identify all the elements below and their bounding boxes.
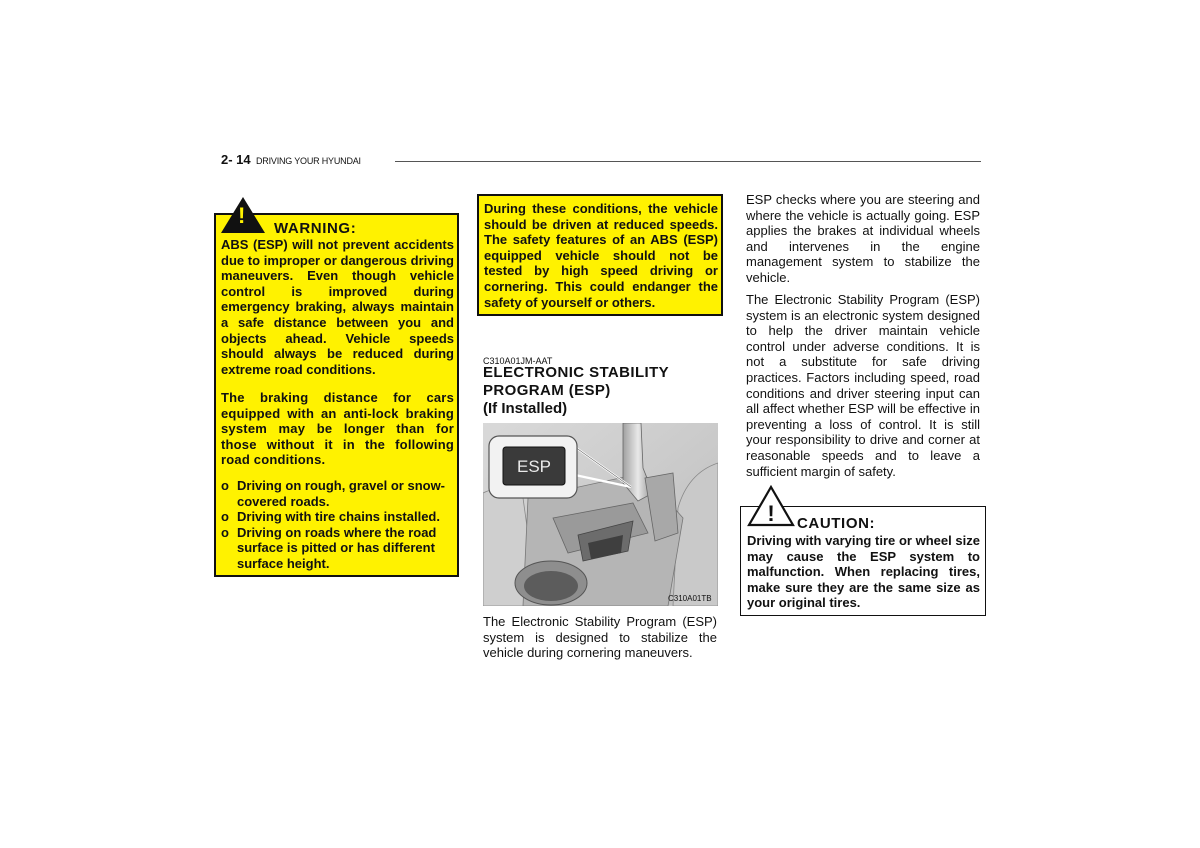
image-code: C310A01TB	[668, 594, 712, 603]
esp-paragraph-2: The Electronic Stability Program (ESP) system is an electronic system designed to help the driver maintain vehicle control under adverse conditions. It is not a substitute for safe driving practices. Factors including speed, road conditions and driver steering input can all affect whether ESP will be effective in preventing a loss of control. It is still your responsibility to drive and corner at reasonable speeds and to leave a sufficient margin of safety.	[746, 292, 980, 479]
header-rule	[395, 161, 981, 162]
list-item: o Driving on roads where the road surface is pitted or has different surface height.	[221, 525, 454, 572]
list-item: o Driving on rough, gravel or snow-covered roads.	[221, 478, 454, 509]
warning-triangle-icon	[221, 197, 265, 233]
warning-box	[214, 203, 459, 577]
heading-line-2: PROGRAM (ESP)	[483, 382, 611, 399]
warning-symbol: !	[238, 203, 246, 228]
page-number: 2- 14	[221, 152, 251, 167]
caution-symbol: !	[767, 501, 775, 526]
notice-text: During these conditions, the vehicle should be driven at reduced speeds. The safety features of an ABS (ESP) equipped vehicle should not be tested by high speed driving or cornering. This could endanger the safety of yourself or others.	[484, 201, 718, 310]
caution-triangle-icon	[747, 485, 795, 527]
esp-caption: The Electronic Stability Program (ESP) system is designed to stabilize the vehicle during cornering maneuvers.	[483, 614, 717, 661]
reduced-speed-notice	[477, 194, 723, 316]
warning-condition-list	[221, 478, 454, 572]
caution-text: Driving with varying tire or wheel size may cause the ESP system to malfunction. When replacing tires, make sure they are the same size as your original tires.	[747, 533, 980, 611]
section-heading	[483, 364, 717, 418]
warning-paragraph-1: ABS (ESP) will not prevent accidents due to improper or dangerous driving maneuvers. Even though vehicle control is improved during emergency braking, always maintain a safe distance between you and objects ahead. Vehicle speeds should always be reduced during extreme road conditions.	[221, 237, 454, 377]
heading-line-3: (If Installed)	[483, 400, 568, 417]
console-drawing	[483, 423, 718, 606]
warning-paragraph-2: The braking distance for cars equipped with an anti-lock braking system may be longer than for those without it in the following road conditions.	[221, 390, 454, 468]
section-code: C310A01JM-AAT	[483, 356, 553, 366]
caution-heading: CAUTION:	[797, 515, 876, 532]
list-item: o Driving with tire chains installed.	[221, 509, 454, 525]
esp-button-illustration	[483, 423, 718, 606]
esp-paragraph-1: ESP checks where you are steering and where the vehicle is actually going. ESP applies the brakes at individual wheels and intervenes in the engine management system to stabilize the vehicle.	[746, 192, 980, 285]
caution-box	[740, 501, 986, 616]
esp-button-label: ESP	[516, 457, 552, 476]
section-title: DRIVING YOUR HYUNDAI	[256, 156, 361, 166]
heading-line-1: ELECTRONIC STABILITY	[483, 364, 670, 381]
warning-heading: WARNING:	[274, 220, 357, 237]
